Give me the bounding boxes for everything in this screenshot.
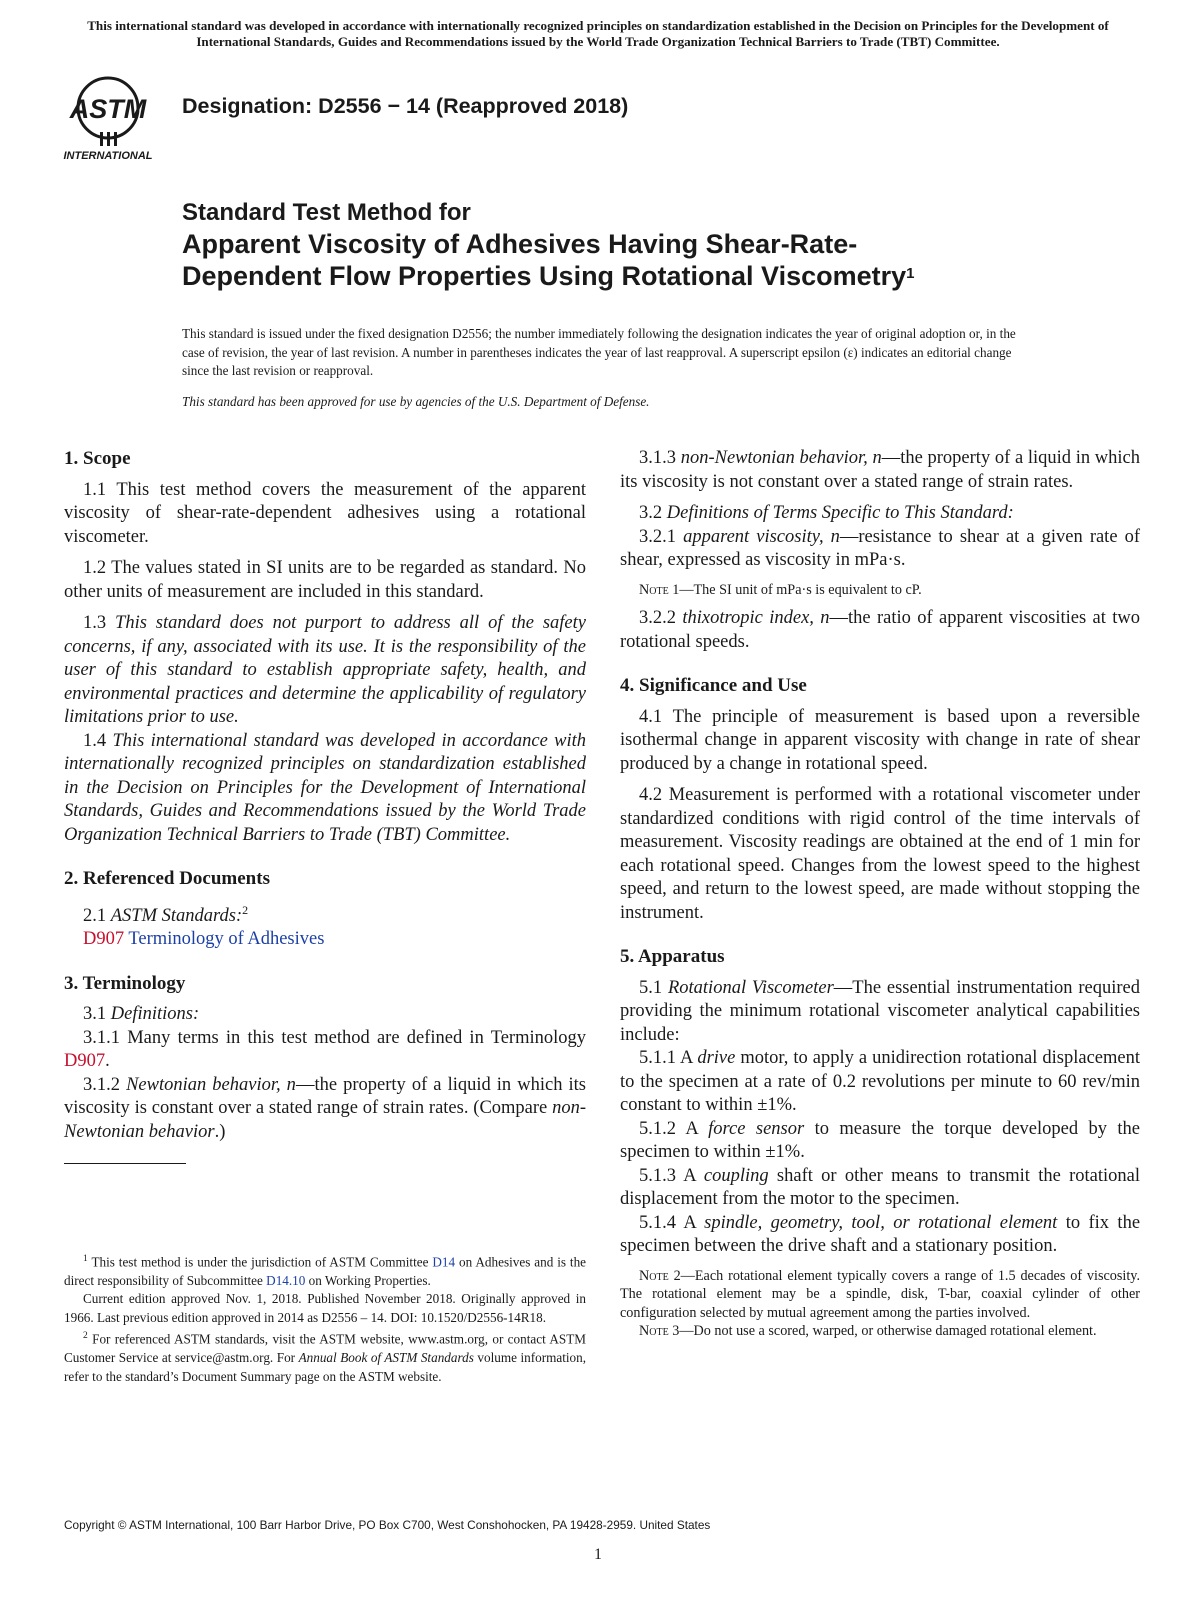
para-3-2: 3.2 Definitions of Terms Specific to This Standard: [639, 503, 1014, 523]
title-footnote-mark: 1 [906, 265, 915, 282]
logo-subtext: INTERNATIONAL [63, 150, 153, 162]
para-1-3: 1.3 This standard does not purport to address all of the safety concerns, if any, associated with its use. It is the responsibility of the user of this standard to establish appropriate safety, health, and environmental practices and determine the applicability of regulatory limitations prior to use. [64, 613, 586, 727]
footnote-2: $^2$ For referenced ASTM standards, visit the ASTM website, www.astm.org, or contact ASTM Customer Service at service@astm.org. For Annual Book of ASTM Standards volume information, refer to the standard’s Document Summary page on the ASTM website. [64, 1331, 587, 1384]
astm-logo [62, 66, 168, 164]
subcommittee-link[interactable]: D14.10 [266, 1272, 306, 1288]
footnote-1-edition: Current edition approved Nov. 1, 2018. Published November 2018. Originally approved in 1966. Last previous edition approved in 2014 as D2556 – 14. DOI: 10.1520/D2556-14R18. [64, 1291, 586, 1325]
page-number: 1 [594, 1546, 602, 1563]
para-5-1-2: 5.1.2 A force sensor to measure the torque developed by the specimen to within ±1%. [620, 1118, 1141, 1162]
para-5-1-4: 5.1.4 A spindle, geometry, tool, or rotational element to fix the specimen between the drive shaft and a stationary position. [620, 1212, 1141, 1256]
ref-d907-inline-link[interactable]: D907 [64, 1051, 106, 1072]
para-3-1-1: 3.1.1 Many terms in this test method are defined in Terminology D907. [64, 1027, 586, 1072]
section-heading-scope: 1. Scope [64, 448, 131, 469]
title-line-3: Dependent Flow Properties Using Rotational Viscometry$^1$ [182, 261, 915, 291]
footnotes [64, 1250, 586, 1386]
para-3-2-1: 3.2.1 apparent viscosity, n—resistance to shear at a given rate of shear, expressed as viscosity in mPa·s. [620, 526, 1141, 570]
para-3-1-3: 3.1.3 non-Newtonian behavior, n—the property of a liquid in which its viscosity is not constant over a stated range of strain rates. [620, 448, 1141, 492]
logo-lettering: ASTM [69, 94, 147, 124]
para-1-1: 1.1 This test method covers the measurement of the apparent viscosity of shear-rate-dependent adhesives using a rotational viscometer. [64, 479, 586, 547]
section-heading-apparatus: 5. Apparatus [620, 946, 725, 967]
section-heading-terminology: 3. Terminology [64, 972, 186, 994]
ref-d907-link[interactable]: D907 [83, 929, 125, 950]
para-5-1-1: 5.1.1 A drive motor, to apply a unidirection rotational displacement to the specimen at a rate of 0.2 revolutions per minute to 60 rev/min constant to within ±1%. [620, 1048, 1140, 1115]
para-3-1: 3.1 Definitions: [83, 1004, 200, 1025]
section-heading-significance: 4. Significance and Use [620, 675, 807, 696]
ref-terminology-link[interactable]: Terminology of Adhesives [128, 929, 325, 950]
para-5-1: 5.1 Rotational Viscometer—The essential instrumentation required providing the minimum rotational viscometer analytical capabilities include: [620, 977, 1140, 1045]
preamble: This standard is issued under the fixed designation D2556; the number immediately following the designation indicates the year of original adoption or, in the case of revision, the year of last revision. A number in parentheses indicates the year of last reapproval. A superscript epsilon (ε) indicates an editorial change since the last revision or reapproval. [182, 326, 1016, 378]
section-heading-referenced-documents: 2. Referenced Documents [64, 868, 270, 889]
note-2: Note 2—Each rotational element typically covers a range of 1.5 decades of viscosity. The rotational element may be a spindle, disk, T-bar, coaxial cylinder of other configuration selected by mutual agreement among the parties involved. [620, 1267, 1141, 1321]
para-3-1-2: 3.1.2 Newtonian behavior, n—the property of a liquid in which its viscosity is constant over a stated range of strain rates. (Compare non-Newtonian behavior.) [64, 1074, 587, 1142]
note-1: Note 1—The SI unit of mPa·s is equivalent to cP. [639, 581, 922, 598]
committee-d14-link[interactable]: D14 [432, 1254, 456, 1270]
copyright-line: Copyright © ASTM International, 100 Barr Harbor Drive, PO Box C700, West Conshohocken, PA 19428-2959. United States [64, 1518, 711, 1532]
para-1-4: 1.4 This international standard was developed in accordance with internationally recognized principles on standardization established in the Decision on Principles for the Development of International Standards, Guides and Recommendations issued by the World Trade Organization Technical Barriers to Trade (TBT) Committee. [64, 730, 587, 845]
para-4-2: 4.2 Measurement is performed with a rotational viscometer under standardized conditions with rigid control of the time intervals of measurement. Viscosity readings are obtained at the end of 1 min for each rotational speed. Changes from the lowest speed to the highest speed, and return to the lowest speed, are made without stopping the instrument. [620, 785, 1140, 923]
right-column [620, 447, 1140, 1341]
para-3-2-2: 3.2.2 thixotropic index, n—the ratio of apparent viscosities at two rotational speeds. [620, 608, 1141, 652]
title-line-2: Apparent Viscosity of Adhesives Having Shear-Rate- [182, 229, 858, 259]
top-notice: This international standard was developed in accordance with internationally recognized principles on standardization established in the Decision on Principles for the Development of International Standards, Guides and Recommendations issued by the World Trade Organization Technical Barriers to Trade (TBT) Committee. [87, 18, 1109, 49]
reference-d907 [64, 928, 586, 952]
footnote-divider [64, 1163, 186, 1164]
para-4-1: 4.1 The principle of measurement is based upon a reversible isothermal change in apparent viscosity with change in rate of shear produced by a change in rotational speed. [620, 706, 1140, 774]
para-5-1-3: 5.1.3 A coupling shaft or other means to transmit the rotational displacement from the motor to the specimen. [620, 1165, 1140, 1209]
document-title [182, 198, 1082, 292]
dod-approval: This standard has been approved for use by agencies of the U.S. Department of Defense. [182, 394, 650, 409]
footnote-1: $^1$ This test method is under the jurisdiction of ASTM Committee D14 on Adhesives and is the direct responsibility of Subcommittee D14.10 on Working Properties. [64, 1254, 587, 1288]
note-3: Note 3—Do not use a scored, warped, or otherwise damaged rotational element. [639, 1323, 1097, 1339]
designation: Designation: D2556 − 14 (Reapproved 2018) [182, 94, 629, 118]
para-2-1: 2.1 ASTM Standards:$^2$ [83, 902, 249, 926]
left-column [64, 447, 586, 1144]
para-1-2: 1.2 The values stated in SI units are to be regarded as standard. No other units of measurement are included in this standard. [64, 558, 586, 602]
title-line-1: Standard Test Method for [182, 199, 471, 226]
